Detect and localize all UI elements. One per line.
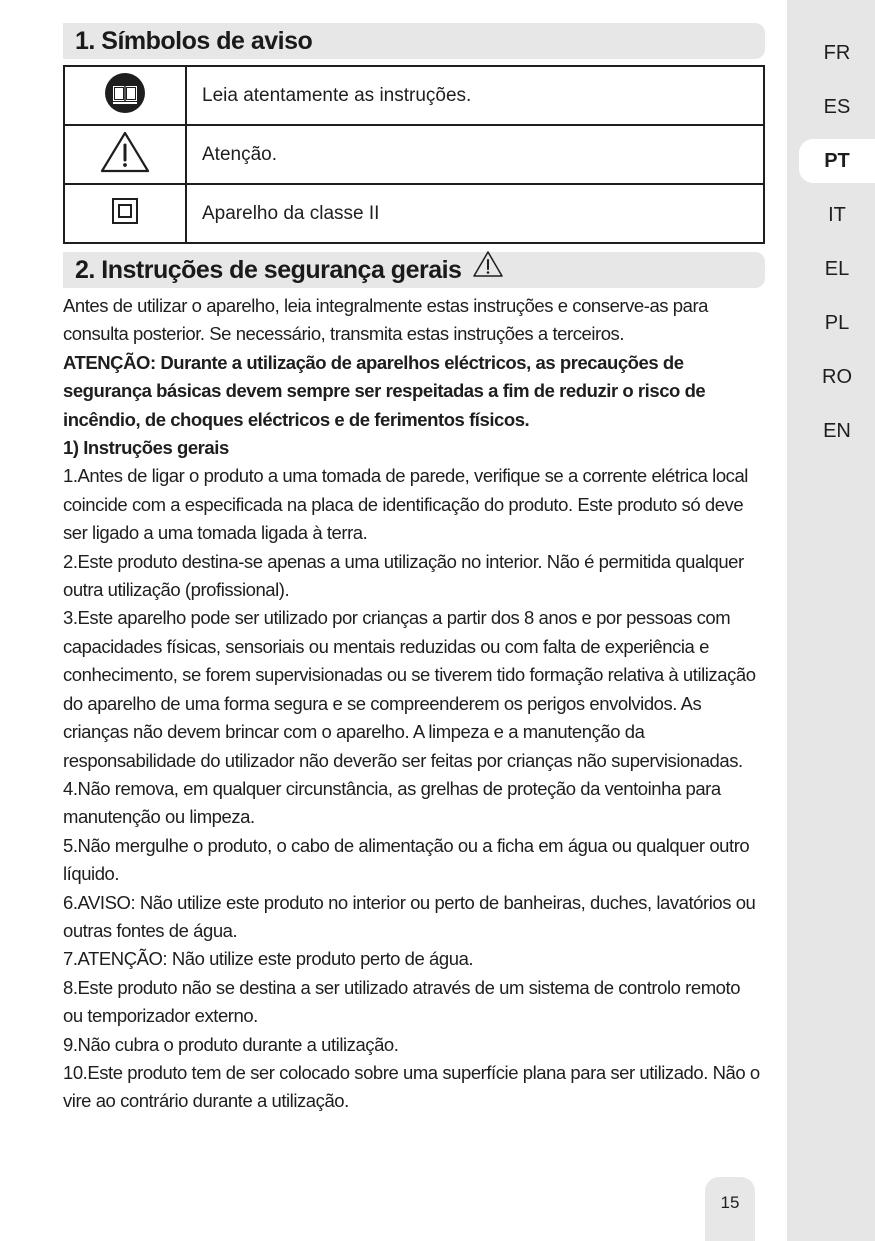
list-item: 2.Este produto destina-se apenas a uma utilização no interior. Não é permitida qualquer outra utilização (profissional). [63, 550, 744, 601]
language-tab-fr[interactable]: FR [823, 42, 851, 64]
page-number: 15 [705, 1177, 755, 1241]
warning-triangle-icon [472, 250, 504, 288]
list-item: 3.Este aparelho pode ser utilizado por crianças a partir dos 8 anos e por pessoas com capacidades físicas, sensoriais ou mentais reduzidas ou com falta de experiência e conhecimento, se forem supervisionadas ou se tiverem tido formação relativa à utilização do aparelho de uma forma segura e se compreenderem os perigos envolvidos. As crianças não devem brincar com o aparelho. A limpeza e a manutenção da responsabilidade do utilizador não deverão ser feitas por crianças não supervisionadas. [63, 607, 756, 771]
list-item: 10.Este produto tem de ser colocado sobre uma superfície plana para ser utilizado. Não o vire ao contrário durante a utilização. [63, 1061, 760, 1112]
list-item: 8.Este produto não se destina a ser utilizado através de um sistema de controlo remoto ou temporizador externo. [63, 976, 741, 1027]
attention-paragraph: ATENÇÃO: Durante a utilização de aparelhos eléctricos, as precauções de segurança básicas devem sempre ser respeitadas a fim de reduzir o risco de incêndio, de choques eléctricos e de ferimentos físicos. [63, 351, 706, 430]
language-tab-pl[interactable]: PL [824, 312, 850, 334]
language-tab-pt[interactable]: PT [799, 139, 875, 183]
warning-triangle-icon [99, 130, 151, 174]
list-item: 7.ATENÇÃO: Não utilize este produto perto de água. [63, 948, 474, 970]
symbol-cell [64, 184, 186, 243]
table-row [64, 125, 764, 184]
book-icon [101, 71, 149, 115]
symbol-description: Atenção. [186, 125, 764, 184]
list-item: 5.Não mergulhe o produto, o cabo de alimentação ou a ficha em água ou qualquer outro líquido. [63, 834, 750, 885]
symbols-table [63, 65, 765, 244]
section-title-safety-instructions [63, 252, 765, 288]
section-title-warning-symbols: 1. Símbolos de aviso [63, 23, 765, 59]
symbol-cell [64, 125, 186, 184]
list-item: 9.Não cubra o produto durante a utilização. [63, 1033, 399, 1055]
language-tab-it[interactable]: IT [828, 204, 846, 226]
list-item: 4.Não remova, em qualquer circunstância, as grelhas de proteção da ventoinha para manutenção ou limpeza. [63, 777, 721, 828]
language-tab-en[interactable]: EN [823, 420, 851, 442]
list-item: 6.AVISO: Não utilize este produto no interior ou perto de banheiras, duches, lavatórios ou outras fontes de água. [63, 891, 756, 941]
page-content [63, 23, 765, 1116]
class-ii-icon [111, 197, 139, 225]
language-tab-ro[interactable]: RO [822, 366, 852, 388]
intro-paragraph: Antes de utilizar o aparelho, leia integralmente estas instruções e conserve-as para consulta posterior. Se necessário, transmita estas instruções a terceiros. [63, 295, 709, 345]
language-tab-strip [787, 0, 875, 1241]
section-title-text: 2. Instruções de segurança gerais [75, 256, 462, 284]
table-row [64, 66, 764, 125]
symbol-cell [64, 66, 186, 125]
subheading-general: 1) Instruções gerais [63, 437, 229, 459]
symbol-description: Aparelho da classe II [186, 184, 764, 243]
list-item: 1.Antes de ligar o produto a uma tomada de parede, verifique se a corrente elétrica local coincide com a especificada na placa de identificação do produto. Este produto só deve ser ligado a uma tomada ligada à terra. [63, 465, 748, 544]
safety-text [63, 292, 763, 1116]
language-tab-el[interactable]: EL [824, 258, 850, 280]
table-row [64, 184, 764, 243]
symbol-description: Leia atentamente as instruções. [186, 66, 764, 125]
language-tab-es[interactable]: ES [823, 96, 851, 118]
